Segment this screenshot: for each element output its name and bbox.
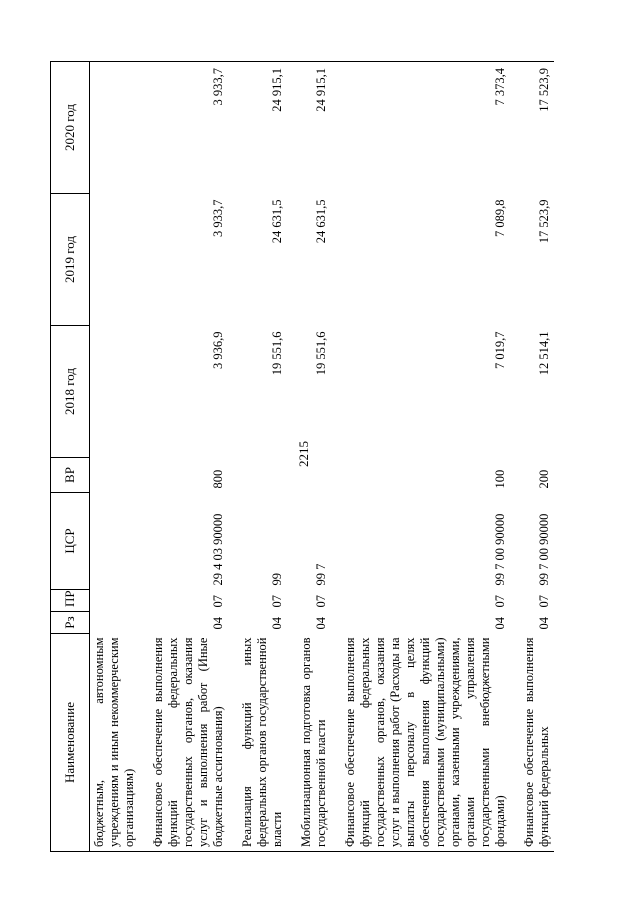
header-2019: 2019 год bbox=[51, 194, 90, 326]
row-2019: 3 933,7 bbox=[211, 199, 225, 237]
row-2020 bbox=[90, 62, 140, 194]
row-name: Финансовое обеспечение выполнения функций федеральных государственных органов, оказания услуг и выполнения работ (Иные бюджетные ассигнования) bbox=[149, 634, 228, 852]
row-2018: 19 551,6 bbox=[270, 331, 284, 376]
row-2019: 24 631,5 bbox=[270, 199, 284, 244]
row-rz: 04 bbox=[314, 617, 328, 630]
row-2018 bbox=[90, 326, 140, 458]
table-row bbox=[520, 62, 554, 852]
row-name: бюджетным, автономным учреждениям и иным некоммерческим организациям) bbox=[90, 634, 140, 852]
row-2019: 24 631,5 bbox=[314, 199, 328, 244]
row-2020: 3 933,7 bbox=[149, 62, 228, 194]
row-2019: 7 089,8 bbox=[493, 199, 507, 237]
row-rz: 04 bbox=[270, 617, 284, 630]
header-name: Наименование bbox=[51, 634, 90, 852]
row-csr: 99 7 bbox=[314, 563, 328, 586]
row-name: Финансовое обеспечение выполнения функций федеральных государственных органов, оказания услуг и выполнения работ (Расходы на выплаты персоналу в целях обеспечения выполнения функций государственными (муниципальными) органами, казенными учреждениями, органами управления государственными внебюджетными фондами) bbox=[341, 634, 510, 852]
table-row bbox=[297, 62, 331, 852]
budget-table bbox=[50, 61, 554, 852]
table-row bbox=[238, 62, 287, 852]
row-2020: 7 373,4 bbox=[341, 62, 510, 194]
row-2018: 19 551,6 bbox=[314, 331, 328, 376]
row-2019: 17 523,9 bbox=[537, 199, 551, 244]
row-pr: 07 bbox=[270, 595, 284, 608]
row-name: Финансовое обеспечение выполнения функций федеральных bbox=[520, 634, 554, 852]
row-pr bbox=[90, 590, 140, 612]
row-csr: 99 7 00 90000 bbox=[493, 513, 507, 586]
row-rz: 04 bbox=[493, 617, 507, 630]
row-vr bbox=[238, 458, 287, 493]
row-2018: 3 936,9 bbox=[211, 331, 225, 369]
page-number: 2215 bbox=[296, 441, 311, 467]
row-2020: 24 915,1 bbox=[238, 62, 287, 194]
header-vr: ВР bbox=[51, 458, 90, 493]
row-rz: 04 bbox=[537, 617, 551, 630]
row-2020: 17 523,9 bbox=[520, 62, 554, 194]
header-csr: ЦСР bbox=[51, 493, 90, 590]
row-pr: 07 bbox=[211, 595, 225, 608]
row-2018: 7 019,7 bbox=[493, 331, 507, 369]
row-pr: 07 bbox=[537, 595, 551, 608]
row-vr: 100 bbox=[493, 469, 507, 489]
rotated-page-content bbox=[50, 62, 580, 852]
row-2019 bbox=[90, 194, 140, 326]
row-csr: 29 4 03 90000 bbox=[211, 513, 225, 586]
row-pr: 07 bbox=[493, 595, 507, 608]
row-name: Реализация функций иных федеральных органов государственной власти bbox=[238, 634, 287, 852]
row-2020: 24 915,1 bbox=[297, 62, 331, 194]
row-vr: 200 bbox=[537, 469, 551, 489]
header-rz: Рз bbox=[51, 612, 90, 634]
header-pr: ПР bbox=[51, 590, 90, 612]
row-csr: 99 bbox=[270, 573, 284, 586]
table-header-row bbox=[51, 62, 90, 852]
row-vr: 800 bbox=[211, 469, 225, 489]
row-2018: 12 514,1 bbox=[537, 331, 551, 376]
row-vr bbox=[90, 458, 140, 493]
row-vr bbox=[297, 458, 331, 493]
header-2020: 2020 год bbox=[51, 62, 90, 194]
row-rz: 04 bbox=[211, 617, 225, 630]
row-csr bbox=[90, 493, 140, 590]
header-2018: 2018 год bbox=[51, 326, 90, 458]
table-row bbox=[149, 62, 228, 852]
row-pr: 07 bbox=[314, 595, 328, 608]
row-rz bbox=[90, 612, 140, 634]
row-name: Мобилизационная подготовка органов государственной власти bbox=[297, 634, 331, 852]
row-csr: 99 7 00 90000 bbox=[537, 513, 551, 586]
table-row bbox=[90, 62, 140, 852]
table-row bbox=[341, 62, 510, 852]
